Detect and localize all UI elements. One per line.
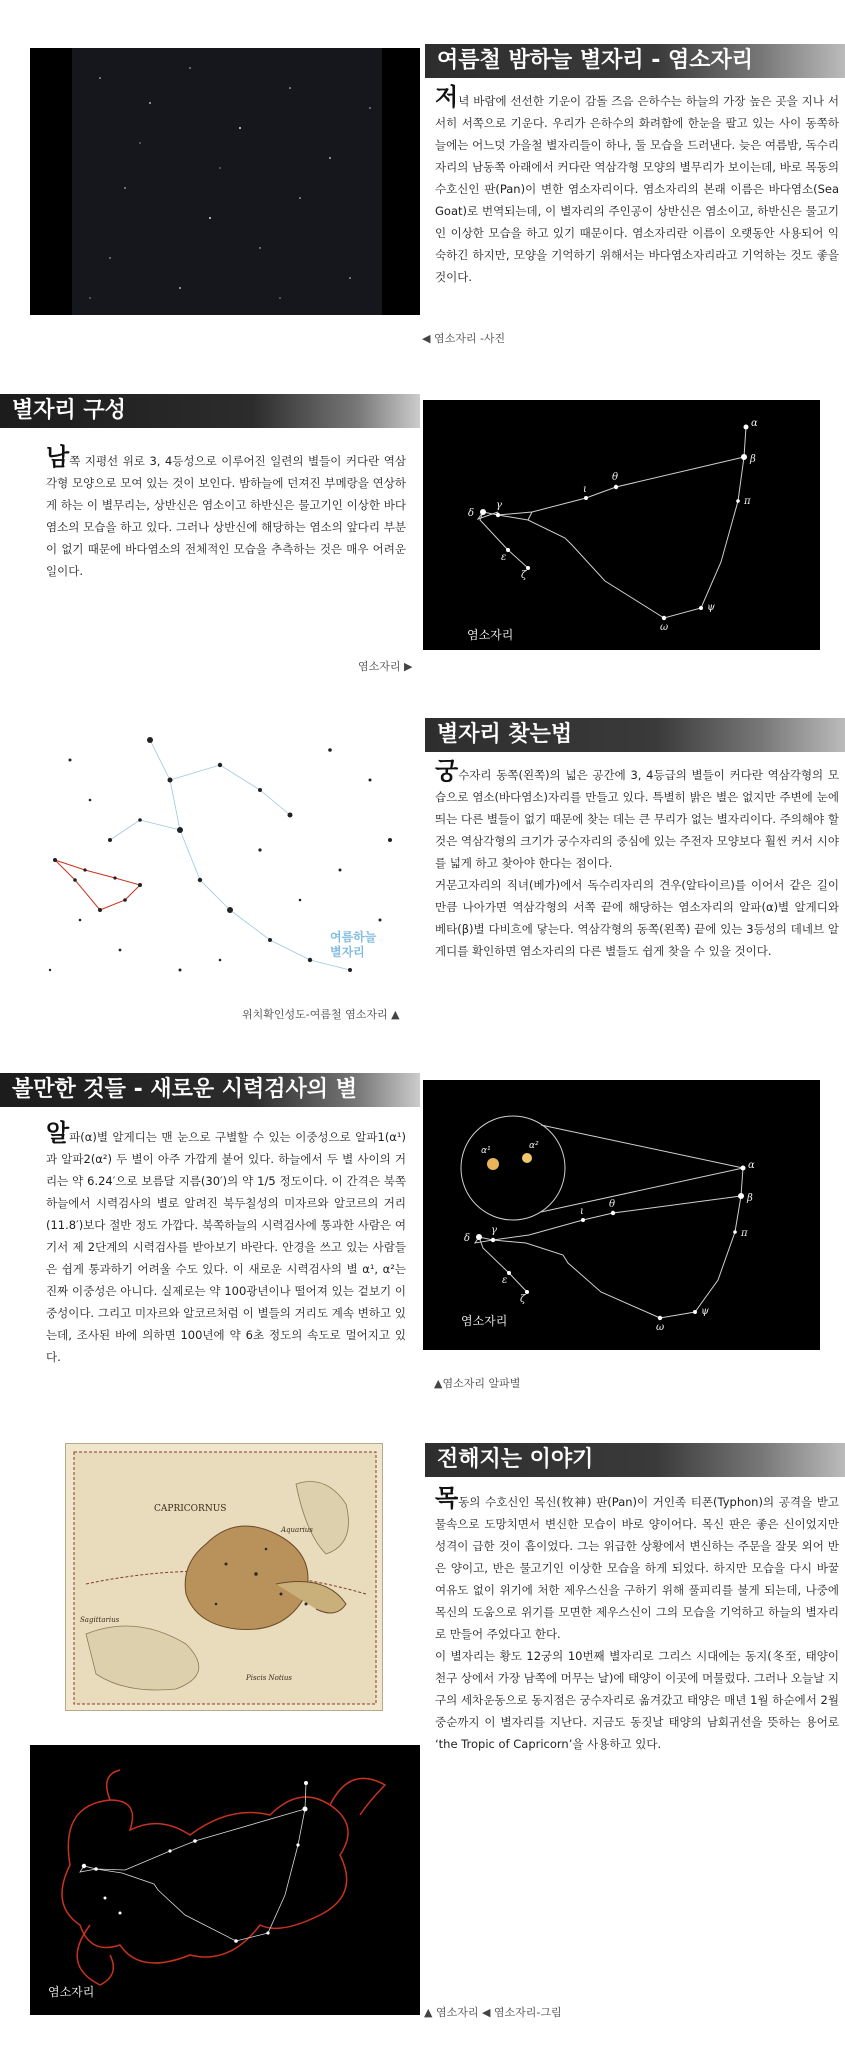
star-map-watermark: 여름하늘 별자리	[330, 930, 377, 959]
section3-lead-char: 궁	[435, 757, 459, 785]
section2-body	[46, 443, 406, 582]
svg-text:ε: ε	[501, 552, 507, 563]
star-alpha	[744, 425, 749, 430]
section5-text2: 이 별자리는 황도 12궁의 10번째 별자리로 그리스 시대에는 동지(冬至, 태양이 천구 상에서 가장 남쪽에 머무는 날)에 태양이 이곳에 머물렀다. 그러나 오늘날 지구의 세차운동으로 동지점은 궁수자리로 옮겨갔고 태양은 매년 1월 하순에서 2월 중순까지 이 별자리를 지난다. 지금도 동짓날 태양의 남회귀선을 뜻하는 용어로 ‘the Tropic of Capricorn’을 사용하고 있다.	[435, 1649, 839, 1751]
star-omega	[662, 616, 666, 620]
night-sky-photo	[30, 48, 420, 315]
section1-caption: ◀ 염소자리 -사진	[422, 332, 506, 345]
constellation-diagram	[423, 400, 820, 650]
atlas-drawing	[66, 1444, 384, 1712]
star-gamma	[496, 513, 500, 517]
section1-text: 녁 바람에 선선한 기운이 감돌 즈음 은하수는 하늘의 가장 높은 곳을 지나 서서히 서쪽으로 기운다. 우리가 은하수의 화려함에 한눈을 팔고 있는 사이 동쪽하늘에는 어느덧 가을철 별자리들이 하나, 둘 모습을 드러낸다. 늦은 여름밤, 독수리자리의 남동쪽 아래에서 커다란 역삼각형 모양의 별무리가 보이는데, 바로 목동의 수호신인 판(Pan)이 변한 염소자리이다. 염소자리의 본래 이름은 바다염소(Sea Goat)로 번역되는데, 이 별자리의 주인공이 상반신은 염소이고, 하반신은 물고기인 이상한 모습을 하고 있기 때문이다. 염소자리란 이름이 오랫동안 사용되어 익숙하긴 하지만, 모양을 기억하기 위해서는 바다염소자리라고 기억하는 것도 좋을 것이다.	[435, 94, 839, 284]
section1-body	[435, 83, 839, 288]
star-iota	[584, 496, 588, 500]
svg-text:θ: θ	[609, 1199, 616, 1210]
section2-title: 별자리 구성	[0, 394, 420, 428]
section3-text1: 수자리 동쪽(왼쪽)의 넓은 공간에 3, 4등급의 별들이 커다란 역삼각형의 모습으로 염소(바다염소)자리를 만들고 있다. 특별히 밝은 별은 없지만 주변에 눈에 띄는 다른 별들이 없기 때문에 찾는 데는 큰 무리가 없는 별자리이다. 주의해야 할 것은 역삼각형의 크기가 궁수자리의 중심에 있는 주전자 모양보다 훨씬 커서 시야를 넓게 하고 찾아야 한다는 점이다.	[435, 768, 839, 870]
star-psi	[699, 606, 703, 610]
section5-lead-char: 목	[435, 1484, 459, 1512]
svg-text:ω: ω	[660, 622, 669, 633]
svg-text:π: π	[741, 1228, 748, 1239]
svg-text:δ: δ	[464, 1233, 471, 1244]
svg-text:ζ: ζ	[521, 570, 527, 581]
star-locator-map	[30, 720, 420, 995]
section4-title: 볼만한 것들 - 새로운 시력검사의 별	[0, 1073, 420, 1107]
svg-text:β: β	[747, 1193, 753, 1204]
section4-lead-char: 알	[46, 1119, 70, 1147]
svg-text:θ: θ	[612, 472, 619, 483]
section1-lead-char: 저	[435, 83, 459, 111]
section4-body	[46, 1119, 406, 1368]
section4-caption: ▲염소자리 알파별	[434, 1377, 521, 1390]
alpha2-label: α²	[529, 1141, 539, 1151]
atlas-label-piscis-notius: Piscis Notius	[246, 1674, 293, 1682]
section2-lead-char: 남	[46, 443, 70, 471]
section1-title: 여름철 밤하늘 별자리 - 염소자리	[425, 44, 845, 78]
section3-text2: 거문고자리의 직녀(베가)에서 독수리자리의 견우(알타이르)를 이어서 같은 길이만큼 나아가면 역삼각형의 서쪽 끝에 해당하는 염소자리의 알파(α)별 알게디와 베타(β)별 다비흐에 닿는다. 역삼각형의 동쪽(왼쪽) 끝에 있는 3등성의 데네브 알게디를 확인하면 염소자리의 다른 별들도 쉽게 찾을 수 있을 것이다.	[435, 878, 839, 958]
atlas-label-aquarius: Aquarius	[281, 1526, 313, 1534]
svg-text:α: α	[748, 1160, 755, 1171]
section5-text1: 동의 수호신인 목신(牧神) 판(Pan)이 거인족 티폰(Typhon)의 공격을 받고 물속으로 도망치면서 변신한 모습이 바로 양이어다. 목신 판은 좋은 신이었지만 성격이 급한 것이 흠이었다. 그는 위급한 상황에서 변신하는 주문을 잘못 외어 반은 양이고, 반은 물고기인 이상한 모습을 하게 되었다. 하지만 모습을 다시 바꿀 여유도 없이 위기에 처한 제우스신을 구하기 위해 풀피리를 불게 되는데, 나중에 목신의 도움으로 위기를 모면한 제우스신이 그의 모습을 기억하고 하늘의 별자리로 만들어 주었다고 한다.	[435, 1495, 839, 1641]
outline-drawing-label: 염소자리	[48, 1985, 95, 1999]
section5-caption: ▲ 염소자리 ◀ 염소자리-그림	[424, 2006, 562, 2019]
svg-text:ψ: ψ	[701, 1306, 709, 1317]
section2-caption: 염소자리 ▶	[358, 660, 413, 673]
svg-text:δ: δ	[468, 508, 475, 519]
svg-text:ι: ι	[580, 1206, 584, 1217]
section3-caption: 위치확인성도-여름철 염소자리 ▲	[242, 1008, 400, 1021]
svg-text:γ: γ	[496, 500, 502, 511]
constellation-lines	[423, 400, 820, 650]
section3-body	[435, 757, 839, 962]
star-delta	[480, 509, 486, 515]
capricornus-atlas-illustration	[65, 1443, 383, 1711]
section2-text: 쪽 지평선 위로 3, 4등성으로 이루어진 일련의 별들이 커다란 역삼각형 모양으로 모여 있는 것이 보인다. 밤하늘에 던져진 부메랑을 연상하게 하는 이 별무리는, 상반신은 염소이고 하반신은 물고기인 이상한 바다염소의 모습을 하고 있다. 그러나 상반신에 해당하는 염소의 앞다리 부분이 없기 때문에 바다염소의 전체적인 모습을 추측하는 것은 매우 어려운 일이다.	[46, 454, 406, 578]
alpha2-star	[522, 1153, 532, 1163]
svg-text:ζ: ζ	[520, 1294, 526, 1305]
alpha-diagram-lines	[423, 1080, 820, 1350]
svg-text:ε: ε	[502, 1275, 508, 1286]
atlas-label-capricornus: CAPRICORNUS	[154, 1504, 227, 1514]
atlas-label-sagittarius: Sagittarius	[80, 1616, 120, 1624]
svg-text:ψ: ψ	[707, 602, 715, 613]
svg-text:α: α	[751, 418, 758, 429]
svg-text:β: β	[750, 454, 756, 465]
star-epsilon	[506, 548, 510, 552]
svg-text:ω: ω	[656, 1322, 665, 1333]
section5-title: 전해지는 이야기	[425, 1443, 845, 1477]
svg-text:π: π	[744, 496, 751, 507]
star-zeta	[526, 566, 530, 570]
section5-body	[435, 1484, 839, 1755]
svg-text:γ: γ	[491, 1225, 497, 1236]
constellation-diagram-label: 염소자리	[467, 628, 514, 642]
goat-outline	[30, 1745, 420, 2015]
section3-title: 별자리 찾는법	[425, 718, 845, 752]
capricornus-outline-drawing	[30, 1745, 420, 2015]
star-theta	[614, 485, 618, 489]
star-beta	[741, 454, 747, 460]
alpha-diagram-label: 염소자리	[461, 1314, 508, 1328]
alpha1-star	[487, 1158, 499, 1170]
alpha-star-diagram	[423, 1080, 820, 1350]
star-pi	[736, 499, 740, 503]
svg-text:ι: ι	[583, 484, 587, 495]
section4-text: 파(α)별 알게디는 맨 눈으로 구별할 수 있는 이중성으로 알파1(α¹)과 알파2(α²) 두 별이 아주 가깝게 붙어 있다. 하늘에서 두 별 사이의 거리는 약 6.24′으로 보름달 지름(30′)의 약 1/5 정도이다. 이 간격은 북쪽하늘에서 시력검사의 별로 알려진 북두칠성의 미자르와 알코르의 거리(11.8′)보다 절반 정도 가깝다. 북쪽하늘의 시력검사에 통과한 사람은 여기서 제 2단계의 시력검사를 받아보기 바란다. 안경을 쓰고 있는 사람들은 쉽게 통과하기 어려울 수도 있다. 이 새로운 시력검사의 별 α¹, α²는 진짜 이중성은 아니다. 실제로는 약 100광년이나 떨어져 있는 겉보기 이중성이다. 그리고 미자르와 알코르처럼 이 별들의 거리도 계속 변하고 있는데, 조사된 바에 의하면 100년에 약 6초 정도의 속도로 멀어지고 있다.	[46, 1130, 406, 1364]
alpha1-label: α¹	[481, 1146, 491, 1156]
night-sky-photo-stars	[30, 48, 420, 315]
